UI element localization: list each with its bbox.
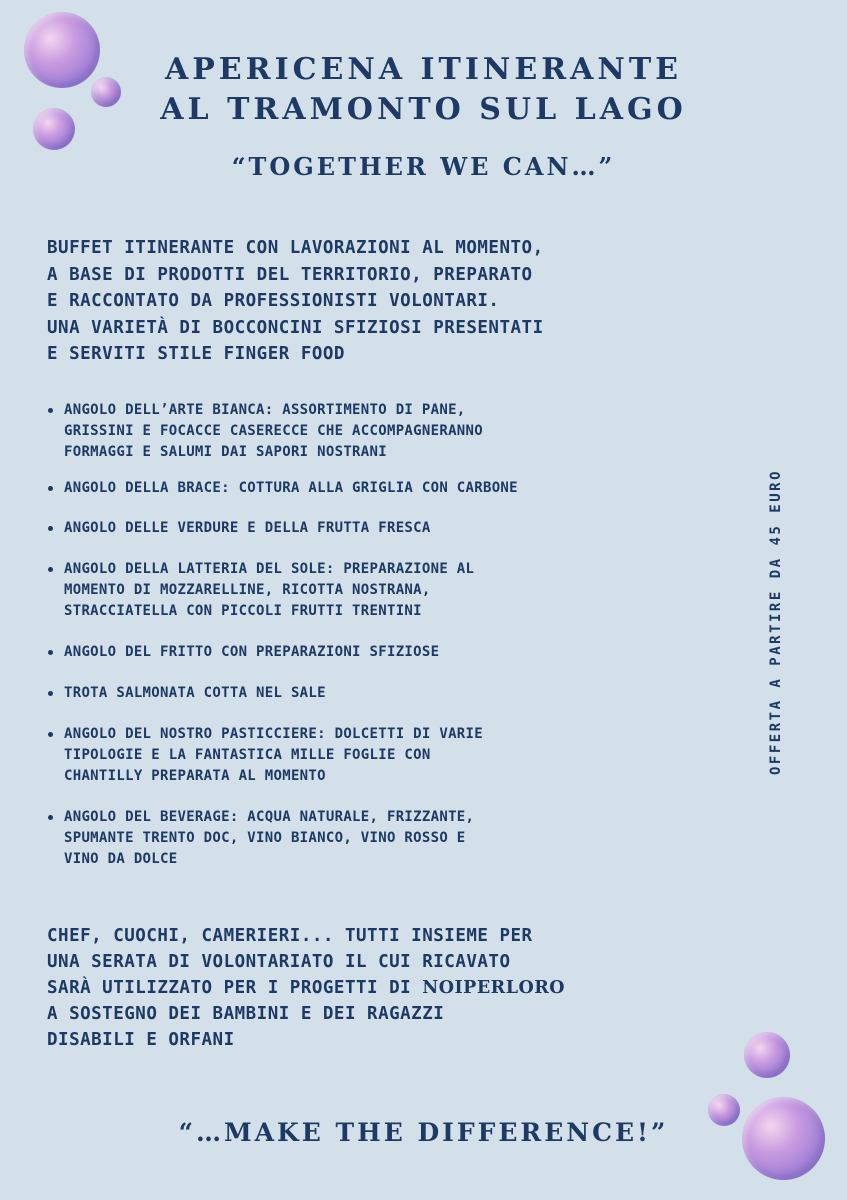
closing-line-text: SARÀ UTILIZZATO PER I PROGETTI DI <box>47 978 423 998</box>
intro-text: BUFFET ITINERANTE CON LAVORAZIONI AL MOMENTO, A BASE DI PRODOTTI DEL TERRITORIO, PREPARATO E RACCONTATO DA PROFESSIONISTI VOLONTARI. UNA VARIETÀ DI BOCCONCINI SFIZIOSI PRESENTATI E SERVITI STILE FINGER FOOD <box>47 238 544 364</box>
closing-line: DISABILI E ORFANI <box>47 1030 235 1050</box>
list-item: ANGOLO DELL’ARTE BIANCA: ASSORTIMENTO DI PANE, GRISSINI E FOCACCE CASERECCE CHE ACCOMPAGNERANNO FORMAGGI E SALUMI DAI SAPORI NOSTRANI <box>47 400 657 463</box>
footer-slogan: “…MAKE THE DIFFERENCE!” <box>178 1118 669 1147</box>
closing-line <box>47 975 747 1001</box>
list-item: TROTA SALMONATA COTTA NEL SALE <box>47 683 657 704</box>
bubble-decoration <box>744 1032 790 1078</box>
list-item: ANGOLO DELLA LATTERIA DEL SOLE: PREPARAZIONE AL MOMENTO DI MOZZARELLINE, RICOTTA NOSTRANA, STRACCIATELLA CON PICCOLI FRUTTI TRENTINI <box>47 559 657 622</box>
page-title <box>0 50 847 130</box>
closing-line: CHEF, CUOCHI, CAMERIERI... TUTTI INSIEME PER <box>47 926 533 946</box>
brand-name: NOIPERLORO <box>422 978 566 998</box>
menu-list <box>47 400 657 870</box>
title-line-1: APERICENA ITINERANTE <box>164 52 683 87</box>
list-item: ANGOLO DEL FRITTO CON PREPARAZIONI SFIZIOSE <box>47 642 657 663</box>
list-item: ANGOLO DEL BEVERAGE: ACQUA NATURALE, FRIZZANTE, SPUMANTE TRENTO DOC, VINO BIANCO, VINO ROSSO E VINO DA DOLCE <box>47 807 657 870</box>
closing-text <box>47 923 747 1053</box>
subtitle: “TOGETHER WE CAN…” <box>231 152 616 181</box>
closing-line: UNA SERATA DI VOLONTARIATO IL CUI RICAVATO <box>47 952 511 972</box>
list-item: ANGOLO DELLA BRACE: COTTURA ALLA GRIGLIA CON CARBONE <box>47 478 657 499</box>
list-item: ANGOLO DELLE VERDURE E DELLA FRUTTA FRESCA <box>47 518 657 539</box>
title-line-2: AL TRAMONTO SUL LAGO <box>160 92 687 127</box>
price-offer: OFFERTA A PARTIRE DA 45 EURO <box>768 468 784 776</box>
closing-line: A SOSTEGNO DEI BAMBINI E DEI RAGAZZI <box>47 1004 445 1024</box>
list-item: ANGOLO DEL NOSTRO PASTICCIERE: DOLCETTI DI VARIE TIPOLOGIE E LA FANTASTICA MILLE FOGLIE CON CHANTILLY PREPARATA AL MOMENTO <box>47 724 657 787</box>
